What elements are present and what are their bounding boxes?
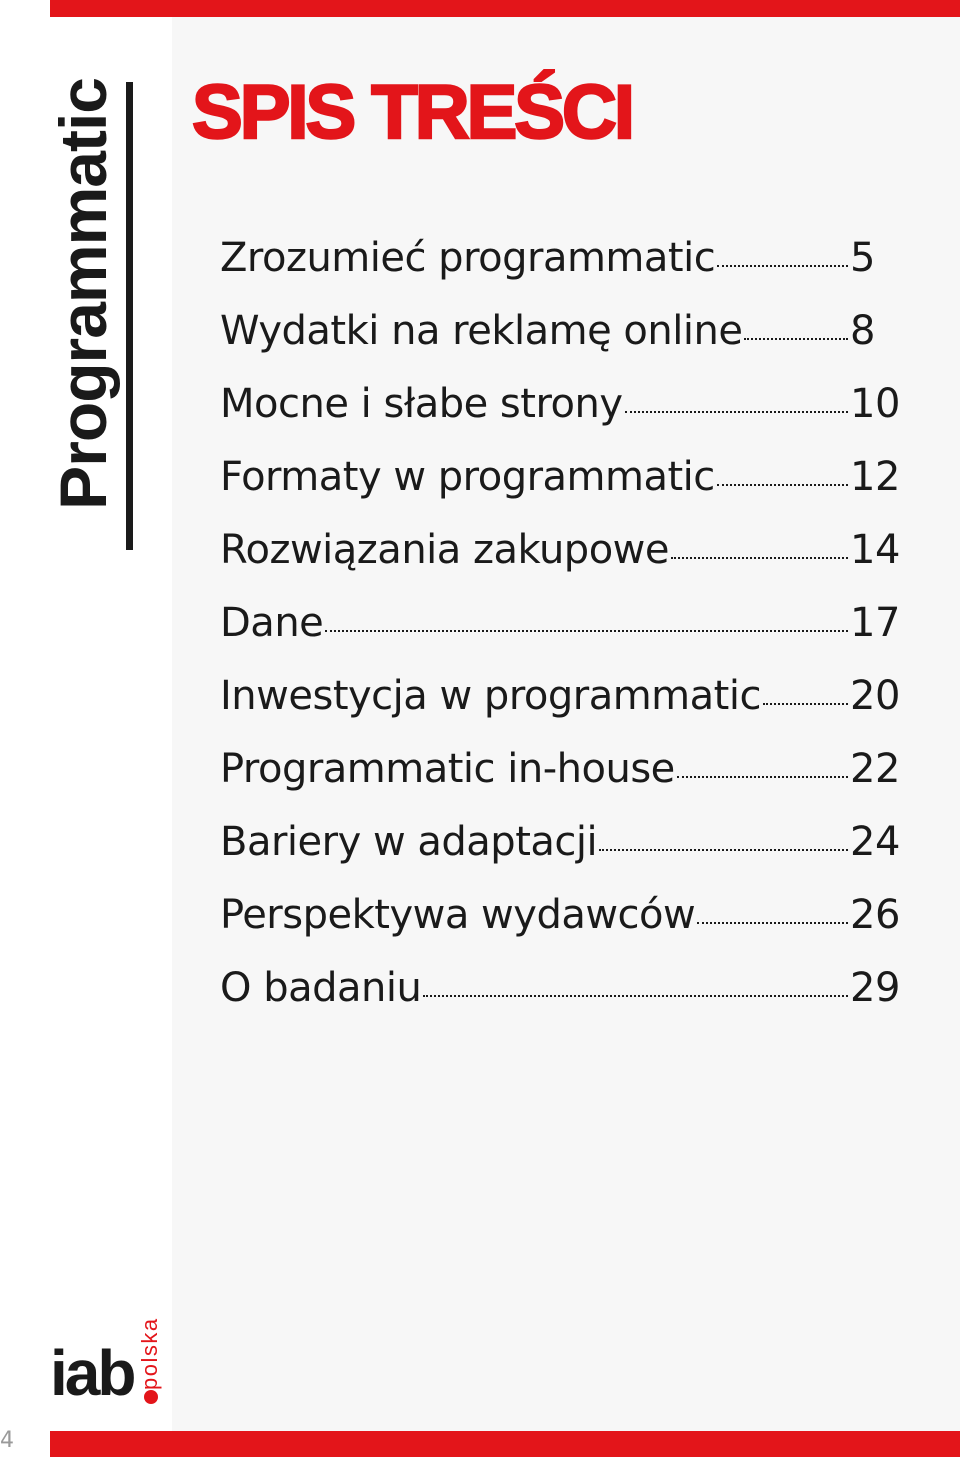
- toc-dot-leader: [599, 849, 848, 851]
- toc-entry-title: Perspektywa wydawców: [220, 892, 696, 938]
- toc-entry-title: Rozwiązania zakupowe: [220, 527, 669, 573]
- toc-dot-leader: [325, 630, 848, 632]
- toc-entry[interactable]: [220, 741, 900, 814]
- toc-dot-leader: [744, 338, 848, 340]
- toc-dot-leader: [717, 265, 848, 267]
- toc-entry-title: O badaniu: [220, 965, 422, 1011]
- toc-entry[interactable]: [220, 887, 900, 960]
- logo-sub-text: polska: [137, 1317, 162, 1390]
- bottom-accent-bar: [50, 1431, 960, 1457]
- toc-entry-title: Wydatki na reklamę online: [220, 308, 743, 354]
- toc-entry-page: 20: [850, 673, 900, 719]
- toc-entry-title: Zrozumieć programmatic: [220, 235, 716, 281]
- toc-entry-page: 24: [850, 819, 900, 865]
- top-accent-bar: [50, 0, 960, 17]
- toc-entry-title: Programmatic in-house: [220, 746, 675, 792]
- logo-sub-container: [138, 1300, 162, 1390]
- toc-entry-page: 14: [850, 527, 900, 573]
- page-number: 4: [0, 1428, 14, 1453]
- toc-entry-title: Dane: [220, 600, 324, 646]
- toc-entry[interactable]: [220, 303, 900, 376]
- toc-dot-leader: [763, 703, 848, 705]
- toc-entry-page: 5: [850, 235, 875, 281]
- toc-entry[interactable]: [220, 449, 900, 522]
- toc-entry[interactable]: [220, 595, 900, 668]
- logo-dot: [144, 1390, 158, 1404]
- toc-entry-page: 12: [850, 454, 900, 500]
- toc-entry[interactable]: [220, 814, 900, 887]
- toc-dot-leader: [717, 484, 848, 486]
- toc-entry-title: Formaty w programmatic: [220, 454, 715, 500]
- logo-main-text: iab: [50, 1337, 134, 1409]
- toc-heading: SPIS TREŚCI: [192, 70, 632, 155]
- toc-dot-leader: [677, 776, 848, 778]
- toc-entry[interactable]: [220, 668, 900, 741]
- toc-dot-leader: [423, 995, 848, 997]
- toc-entry-page: 10: [850, 381, 900, 427]
- toc-dot-leader: [697, 922, 848, 924]
- side-title: Programmatic: [46, 78, 120, 510]
- iab-polska-logo: [50, 1300, 170, 1410]
- toc-entry[interactable]: [220, 960, 900, 1033]
- toc-entry-page: 17: [850, 600, 900, 646]
- table-of-contents: [220, 230, 900, 1033]
- toc-entry-title: Mocne i słabe strony: [220, 381, 623, 427]
- toc-entry[interactable]: [220, 230, 900, 303]
- toc-dot-leader: [671, 557, 848, 559]
- toc-entry-page: 8: [850, 308, 875, 354]
- toc-entry-page: 26: [850, 892, 900, 938]
- toc-entry-page: 22: [850, 746, 900, 792]
- side-title-rule: [126, 82, 133, 550]
- toc-entry-page: 29: [850, 965, 900, 1011]
- toc-entry[interactable]: [220, 376, 900, 449]
- side-title-container: [48, 78, 138, 553]
- toc-entry-title: Bariery w adaptacji: [220, 819, 598, 865]
- toc-dot-leader: [625, 411, 849, 413]
- toc-entry-title: Inwestycja w programmatic: [220, 673, 761, 719]
- toc-entry[interactable]: [220, 522, 900, 595]
